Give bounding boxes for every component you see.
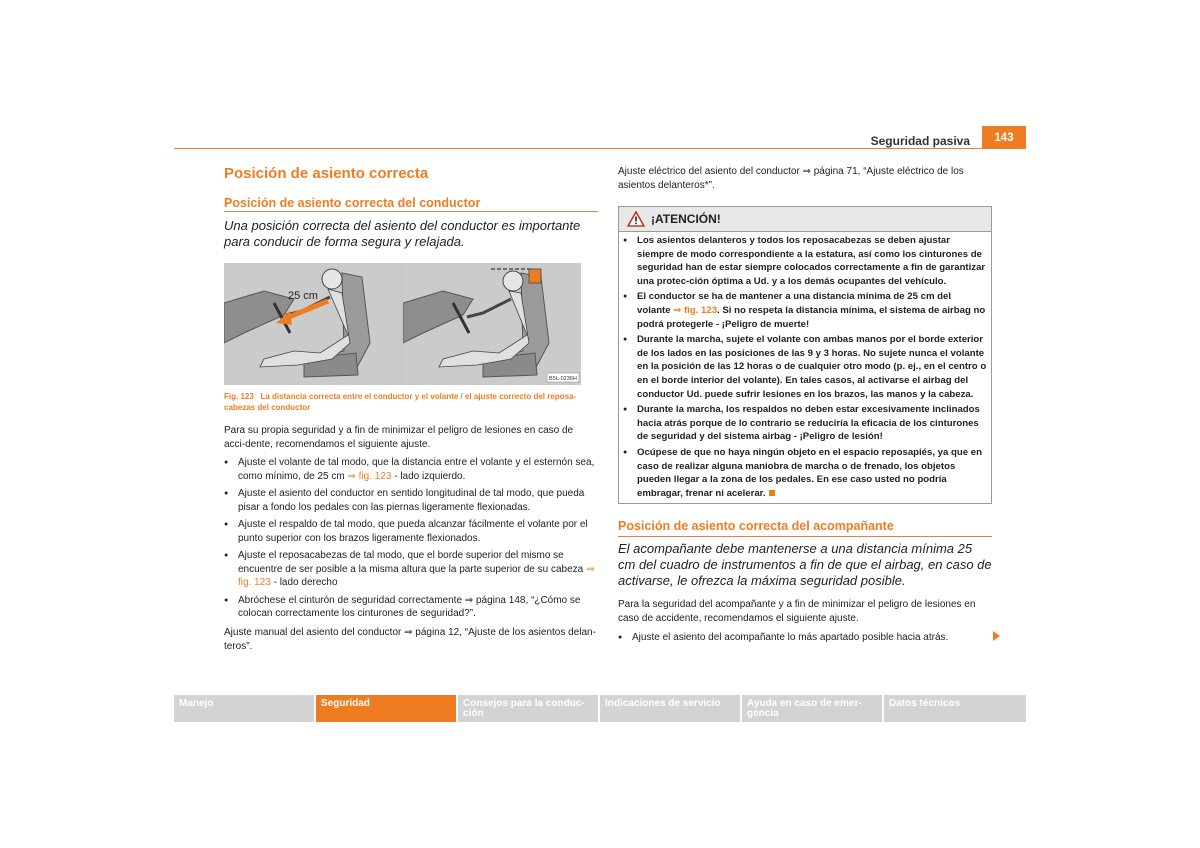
driver-intro: Una posición correcta del asiento del conductor es importante para conducir de forma segura y relajada. xyxy=(224,218,581,249)
list-item: ● El conductor se ha de mantener a una distancia mínima de 25 cm del volante ⇒ fig. 123. Si no respeta la distancia mínima, el sistema de airbag no podrá protegerle - ¡Peligro de muerte! xyxy=(623,290,987,331)
driver-para-1: Para su propia seguridad y a fin de minimizar el peligro de lesiones en caso de acci-dente, recomendamos el siguiente ajuste. xyxy=(224,425,574,450)
section-title: Posición de asiento correcta xyxy=(224,165,429,182)
figure-caption-number: Fig. 123 xyxy=(224,392,254,401)
measure-label: 25 cm xyxy=(288,290,318,302)
running-header-section: Seguridad pasiva xyxy=(870,134,970,148)
figure-link[interactable]: ⇒ fig. 123 xyxy=(347,470,392,482)
tab-indicaciones-servicio[interactable]: Indicaciones de servicio xyxy=(600,695,740,722)
list-item: ● Durante la marcha, los respaldos no deben estar excesivamente inclinados hacia atrás porque de lo contrario se reduciría la eficacia de los cinturones de seguridad y del sistema airbag - ¡Peligro de lesión! xyxy=(623,403,987,444)
next-page-arrow-icon[interactable] xyxy=(993,631,1000,641)
warning-title: ¡ATENCIÓN! xyxy=(651,212,721,226)
list-item: ● Ajuste el asiento del conductor en sentido longitudinal de tal modo, que pueda pisar a fondo los pedales con las piernas ligeramente flexionadas. xyxy=(224,487,596,514)
headrest-illustration xyxy=(403,263,581,385)
warning-header xyxy=(619,207,991,232)
figure-caption-text: La distancia correcta entre el conductor y el volante / el ajuste correcto del reposa-cabezas del conductor xyxy=(224,392,577,412)
passenger-para-1: Para la seguridad del acompañante y a fin de minimizar el peligro de lesiones en caso de accidente, recomendamos el siguiente ajuste. xyxy=(618,599,976,624)
subtitle-rule xyxy=(618,536,992,537)
driver-para-2: Ajuste manual del asiento del conductor ⇒ página 12, “Ajuste de los asientos delan-teros”. xyxy=(224,627,596,652)
passenger-subtitle: Posición de asiento correcta del acompañante xyxy=(618,519,894,533)
list-item: ● Ajuste el volante de tal modo, que la distancia entre el volante y el esternón sea, como mínimo, de 25 cm ⇒ fig. 123 - lado izquierdo. xyxy=(224,456,596,483)
list-item: ● Ajuste el asiento del acompañante lo más apartado posible hacia atrás. xyxy=(618,631,992,645)
subtitle-rule xyxy=(224,211,598,212)
driver-distance-illustration xyxy=(224,263,400,385)
tab-seguridad[interactable]: Seguridad xyxy=(316,695,456,722)
list-item: ● Ocúpese de que no haya ningún objeto en el espacio reposapiés, ya que en caso de realizar alguna maniobra de marcha o de frenado, los objetos pueden llegar a la zona de los pedales. En ese caso usted no podría embragar, frenar ni acelerar. xyxy=(623,446,987,500)
electric-seat-para: Ajuste eléctrico del asiento del conductor ⇒ página 71, “Ajuste eléctrico de los asientos delanteros*”. xyxy=(618,166,964,191)
figure-left-panel xyxy=(224,263,400,385)
passenger-intro: El acompañante debe mantenerse a una distancia mínima 25 cm del cuadro de instrumentos a fin de que el airbag, en caso de activarse, le ofrezca la máxima seguridad posible. xyxy=(618,541,992,588)
header-rule xyxy=(174,148,1026,149)
tab-datos-tecnicos[interactable]: Datos técnicos xyxy=(884,695,1026,722)
driver-subtitle: Posición de asiento correcta del conductor xyxy=(224,196,481,210)
list-item: ● Ajuste el respaldo de tal modo, que pueda alcanzar fácilmente el volante por el punto superior con los brazos ligeramente flexionados. xyxy=(224,518,596,545)
driver-bullet-list xyxy=(224,456,596,625)
warning-body xyxy=(623,234,987,502)
figure-link[interactable]: ⇒ fig. 123 xyxy=(673,304,718,316)
tab-manejo[interactable]: Manejo xyxy=(174,695,314,722)
list-item: ● Los asientos delanteros y todos los reposacabezas se deben ajustar siempre de modo correspondiente a la estatura, así como los cinturones de seguridad han de estar siempre colocados correctamente a fin de garantizar una protec-ción óptima a Ud. y a los demás ocupantes del vehículo. xyxy=(623,234,987,288)
figure-right-panel xyxy=(403,263,581,385)
warning-box xyxy=(618,206,992,504)
tab-consejos-conduccion[interactable]: Consejos para la conduc-ción xyxy=(458,695,598,722)
figure-123 xyxy=(224,263,581,385)
figure-link[interactable]: ⇒ fig. 123 xyxy=(238,563,595,588)
list-item: ● Durante la marcha, sujete el volante con ambas manos por el borde exterior de los lados en las posiciones de las 9 y 3 horas. No sujete nunca el volante en la posición de las 12 horas o de cualquier otro modo (p. ej., en el centro o en el borde interior del volante). En tales casos, al activarse el airbag del conductor Ud. puede sufrir lesiones en los brazos, las manos y la cabeza. xyxy=(623,333,987,401)
tab-ayuda-emergencia[interactable]: Ayuda en caso de emer-gencia xyxy=(742,695,882,722)
page-number: 143 xyxy=(982,126,1026,148)
list-item: ● Ajuste el reposacabezas de tal modo, que el borde superior del mismo se encuentre de ser posible a la misma altura que la parte superior de su cabeza ⇒ fig. 123 - lado derecho xyxy=(224,549,596,590)
warning-triangle-icon xyxy=(627,211,645,227)
figure-code: B5L-0236H xyxy=(549,376,577,382)
figure-caption xyxy=(224,391,596,413)
end-of-section-mark xyxy=(769,490,775,496)
list-item: ● Abróchese el cinturón de seguridad correctamente ⇒ página 148, “¿Cómo se colocan correctamente los cinturones de seguridad?”. xyxy=(224,594,596,621)
